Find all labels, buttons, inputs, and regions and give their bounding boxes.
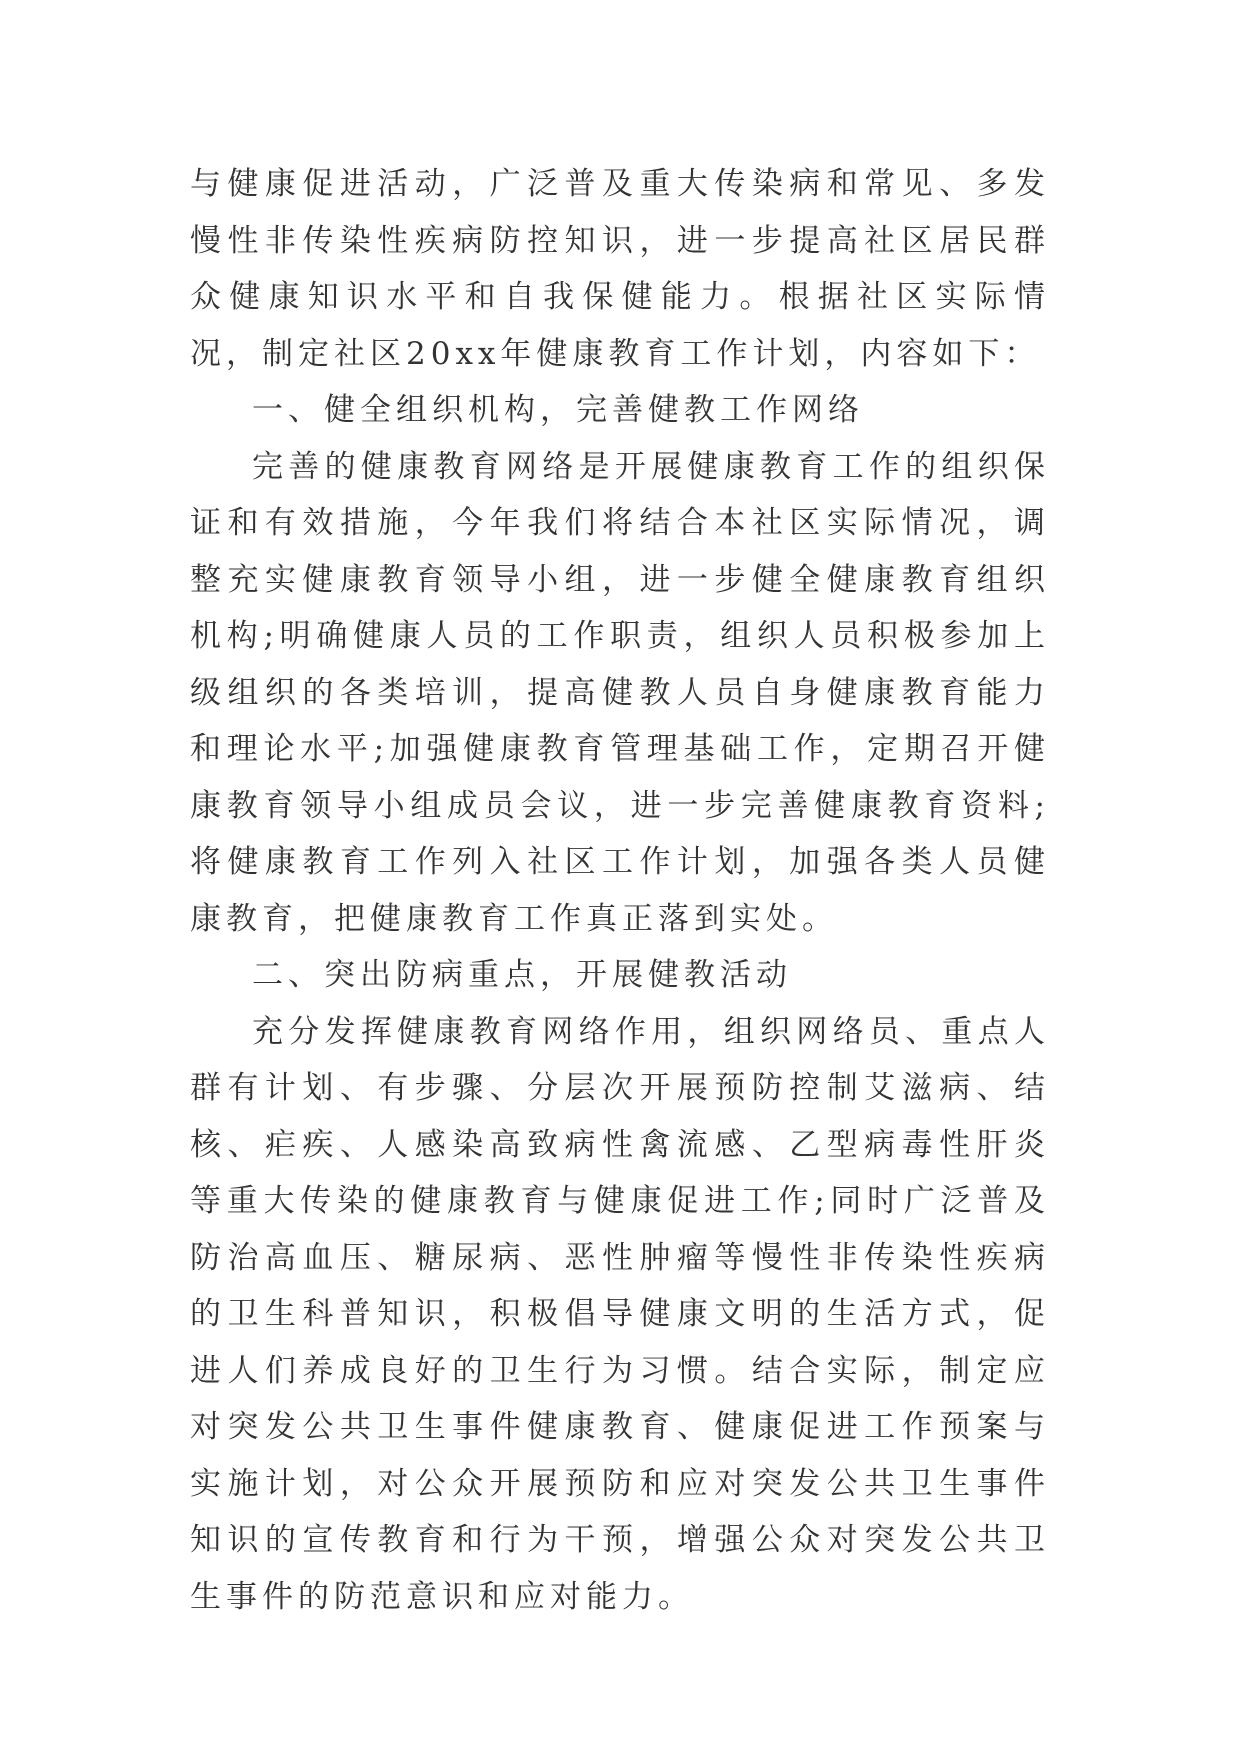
section-1-heading: 一、健全组织机构，完善健教工作网络 [252, 392, 864, 428]
intro-paragraph: 与健康促进活动，广泛普及重大传染病和常见、多发慢性非传染性疾病防控知识，进一步提高社区居民群众健康知识水平和自我保健能力。根据社区实际情况，制定社区20xx年健康教育工作计划，内容如下： [190, 166, 1050, 372]
section-1-paragraph: 完善的健康教育网络是开展健康教育工作的组织保证和有效措施，今年我们将结合本社区实际情况，调整充实健康教育领导小组，进一步健全健康教育组织机构;明确健康人员的工作职责，组织人员积极参加上级组织的各类培训，提高健教人员自身健康教育能力和理论水平;加强健康教育管理基础工作，定期召开健康教育领导小组成员会议，进一步完善健康教育资料;将健康教育工作列入社区工作计划，加强各类人员健康教育，把健康教育工作真正落到实处。 [190, 448, 1050, 937]
section-2-paragraph: 充分发挥健康教育网络作用，组织网络员、重点人群有计划、有步骤、分层次开展预防控制艾滋病、结核、疟疾、人感染高致病性禽流感、乙型病毒性肝炎等重大传染的健康教育与健康促进工作;同时广泛普及防治高血压、糖尿病、恶性肿瘤等慢性非传染性疾病的卫生科普知识，积极倡导健康文明的生活方式，促进人们养成良好的卫生行为习惯。结合实际，制定应对突发公共卫生事件健康教育、健康促进工作预案与实施计划，对公众开展预防和应对突发公共卫生事件知识的宣传教育和行为干预，增强公众对突发公共卫生事件的防范意识和应对能力。 [190, 1013, 1050, 1615]
document-body [190, 156, 1050, 1625]
section-2-heading: 二、突出防病重点，开展健教活动 [252, 957, 792, 993]
